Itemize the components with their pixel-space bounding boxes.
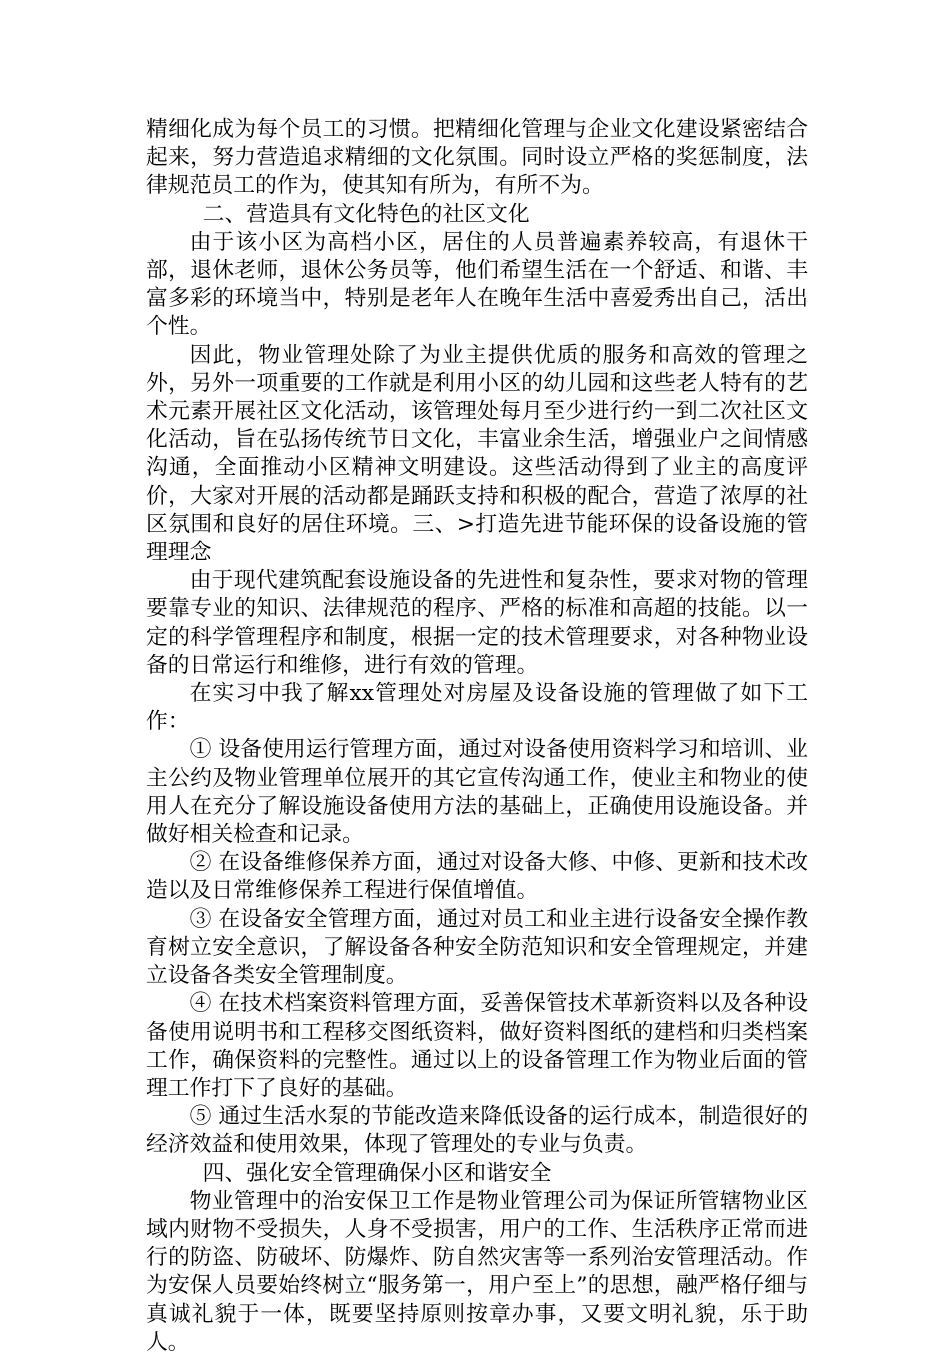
paragraph-intro: 精细化成为每个员工的习惯。把精细化管理与企业文化建设紧密结合起来，努力营造追求精细的文化氛围。同时设立严格的奖惩制度，法律规范员工的作为，使其知有所为，有所不为。	[146, 117, 808, 199]
list-item-1: ① 设备使用运行管理方面，通过对设备使用资料学习和培训、业主公约及物业管理单位展开的其它宣传沟通工作，使业主和物业的使用人在充分了解设施设备使用方法的基础上，正确使用设施设备。并做好相关检查和记录。	[146, 737, 808, 848]
list-item-5: ⑤ 通过生活水泵的节能改造来降低设备的运行成本，制造很好的经济效益和使用效果，体现了管理处的专业与负责。	[146, 1104, 808, 1158]
paragraph-facility-management: 由于现代建筑配套设施设备的先进性和复杂性，要求对物的管理要靠专业的知识、法律规范的程序、严格的标准和高超的技能。以一定的科学管理程序和制度，根据一定的技术管理要求，对各种物业设备的日常运行和维修，进行有效的管理。	[146, 568, 808, 678]
list-item-2: ② 在设备维修保养方面，通过对设备大修、中修、更新和技术改造以及日常维修保养工程进行保值增值。	[146, 850, 808, 904]
paragraph-internship-intro: 在实习中我了解xx管理处对房屋及设备设施的管理做了如下工作：	[146, 681, 808, 735]
list-item-4: ④ 在技术档案资料管理方面，妥善保管技术革新资料以及各种设备使用说明书和工程移交图纸资料，做好资料图纸的建档和归类档案工作，确保资料的完整性。通过以上的设备管理工作为物业后面的管理工作打下了良好的基础。	[146, 991, 808, 1101]
section-heading-4: 四、强化安全管理确保小区和谐安全	[202, 1160, 552, 1186]
list-item-3: ③ 在设备安全管理方面，通过对员工和业主进行设备安全操作教育树立安全意识，了解设备各种安全防范知识和安全管理规定，并建立设备各类安全管理制度。	[146, 906, 808, 989]
paragraph-community-activities: 因此，物业管理处除了为业主提供优质的服务和高效的管理之外，另外一项重要的工作就是利用小区的幼儿园和这些老人特有的艺术元素开展社区文化活动，该管理处每月至少进行约一到二次社区文化活动，旨在弘扬传统节日文化，丰富业余生活，增强业户之间情感沟通，全面推动小区精神文明建设。这些活动得到了业主的高度评价，大家对开展的活动都是踊跃支持和积极的配合，营造了浓厚的社区氛围和良好的居住环境。三、>打造先进节能环保的设备设施的管理理念	[146, 342, 808, 566]
document-page	[146, 116, 808, 1357]
section-heading-2: 二、营造具有文化特色的社区文化	[202, 201, 530, 227]
paragraph-security: 物业管理中的治安保卫工作是物业管理公司为保证所管辖物业区域内财物不受损失，人身不受损害，用户的工作、生活秩序正常而进行的防盗、防破坏、防爆炸、防自然灾害等一系列治安管理活动。作为安保人员要始终树立“服务第一，用户至上”的思想，融严格仔细与真诚礼貌于一体，既要坚持原则按章办事，又要文明礼貌，乐于助人。	[146, 1188, 808, 1355]
paragraph-community-residents: 由于该小区为高档小区，居住的人员普遍素养较高，有退休干部，退休老师，退休公务员等，他们希望生活在一个舒适、和谐、丰富多彩的环境当中，特别是老年人在晚年生活中喜爱秀出自己，活出个性。	[146, 229, 808, 340]
